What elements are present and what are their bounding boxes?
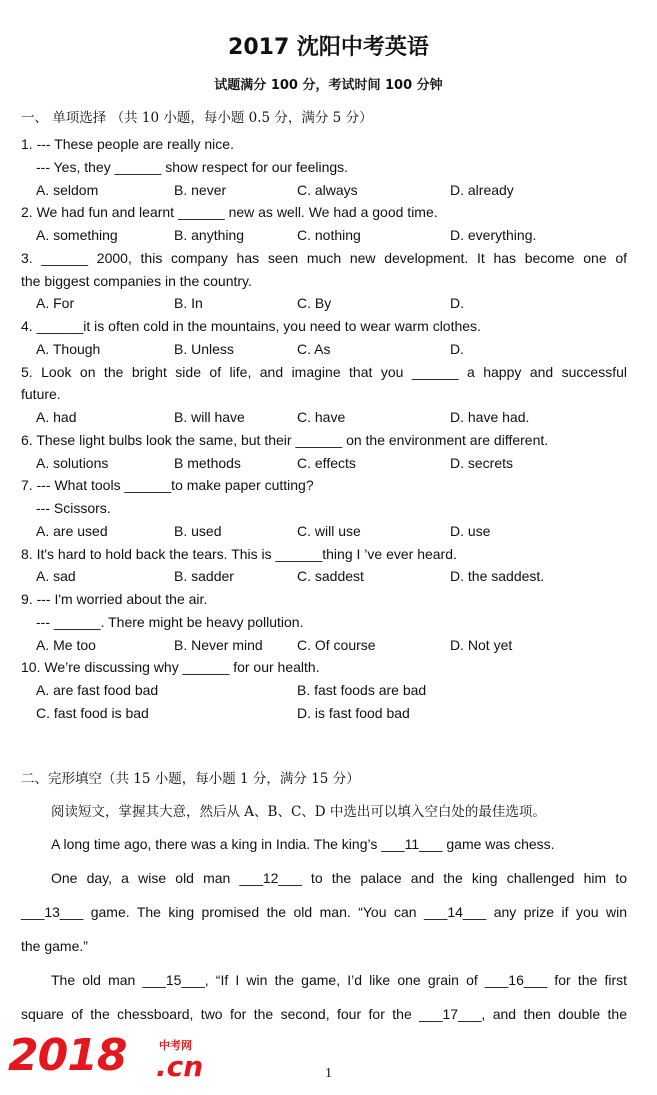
option-9b: B. Never mind [174,637,263,653]
option-7d: D. use [450,523,491,539]
question-5-stem-2: future. [21,386,61,402]
question-10-stem: 10. We’re discussing why ______ for our health. [21,659,320,675]
question-7-stem-2: --- Scissors. [36,500,111,516]
option-5c: C. have [297,409,346,425]
question-2-stem: 2. We had fun and learnt ______ new as well. We had a good time. [21,204,438,220]
question-3-stem: 3. ______ 2000, this company has seen much new development. It has become one of [21,250,627,266]
logo-tag: 中考网 [159,1039,192,1052]
option-3d: D. [450,295,464,311]
section1-heading: 一、 单项选择 （共 10 小题，每小题 0.5 分，满分 5 分） [21,110,373,126]
question-5-stem: 5. Look on the bright side of life, and imagine that you ______ a happy and successful [21,364,627,380]
option-2c: C. nothing [297,227,361,243]
option-4b: B. Unless [174,341,234,357]
question-1-stem-2: --- Yes, they ______ show respect for our feelings. [36,159,349,175]
page-number: 1 [325,1066,332,1081]
option-2b: B. anything [174,227,245,243]
passage-paragraph-2-line-3: the game.” [21,938,88,954]
question-9-stem: 9. --- I'm worried about the air. [21,591,208,607]
option-10d: D. is fast food bad [297,705,410,721]
option-3c: C. By [297,295,332,311]
question-6-stem: 6. These light bulbs look the same, but their ______ on the environment are different. [21,432,549,448]
page-title: 2017 沈阳中考英语 [228,35,429,60]
option-3b: B. In [174,295,203,311]
option-6b: B methods [174,455,241,471]
option-5a: A. had [36,409,77,425]
section2-heading: 二、完形填空（共 15 小题，每小题 1 分，满分 15 分） [21,771,360,787]
option-10b: B. fast foods are bad [297,682,427,698]
option-5b: B. will have [174,409,245,425]
passage-paragraph-3-line-2: square of the chessboard, two for the second, four for the ___17___, and then double the [21,1006,627,1022]
question-3-stem-2: the biggest companies in the country. [21,273,252,289]
option-5d: D. have had. [450,409,530,425]
option-9c: C. Of course [297,637,376,653]
option-1c: C. always [297,182,358,198]
option-4d: D. [450,341,464,357]
option-10a: A. are fast food bad [36,682,159,698]
option-1d: D. already [450,182,514,198]
question-1-stem: 1. --- These people are really nice. [21,136,234,152]
option-2a: A. something [36,227,118,243]
logo-domain: .cn [156,1050,204,1083]
option-8b: B. sadder [174,568,234,584]
option-3a: A. For [36,295,75,311]
option-8c: C. saddest [297,568,364,584]
option-1b: B. never [174,182,227,198]
option-7a: A. are used [36,523,108,539]
option-9d: D. Not yet [450,637,513,653]
option-8d: D. the saddest. [450,568,545,584]
option-6a: A. solutions [36,455,109,471]
passage-paragraph-3-line-1: The old man ___15___, “If I win the game, I’d like one grain of ___16___ for the first [51,972,627,988]
passage-paragraph-2-line-1: One day, a wise old man ___12___ to the palace and the king challenged him to [51,870,627,886]
passage-paragraph-2-line-2: ___13___ game. The king promised the old man. “You can ___14___ any prize if you win [21,904,627,920]
option-1a: A. seldom [36,182,99,198]
section2-instruction: 阅读短文，掌握其大意，然后从 A、B、C、D 中选出可以填入空白处的最佳选项。 [51,804,546,820]
question-8-stem: 8. It's hard to hold back the tears. This is ______thing I ’ve ever heard. [21,546,457,562]
passage-paragraph-1: A long time ago, there was a king in India. The king’s ___11___ game was chess. [51,836,555,852]
option-4c: C. As [297,341,331,357]
option-6d: D. secrets [450,455,514,471]
question-7-stem: 7. --- What tools ______to make paper cutting? [21,477,314,493]
question-4-stem: 4. ______it is often cold in the mountains, you need to wear warm clothes. [21,318,481,334]
option-4a: A. Though [36,341,101,357]
logo-number: 2018 [8,1030,127,1081]
question-9-stem-2: --- ______. There might be heavy pollution. [36,614,304,630]
option-7b: B. used [174,523,222,539]
option-2d: D. everything. [450,227,537,243]
option-9a: A. Me too [36,637,96,653]
option-10c: C. fast food is bad [36,705,149,721]
option-8a: A. sad [36,568,76,584]
exam-info: 试题满分 100 分，考试时间 100 分钟 [214,78,443,93]
option-6c: C. effects [297,455,356,471]
option-7c: C. will use [297,523,361,539]
